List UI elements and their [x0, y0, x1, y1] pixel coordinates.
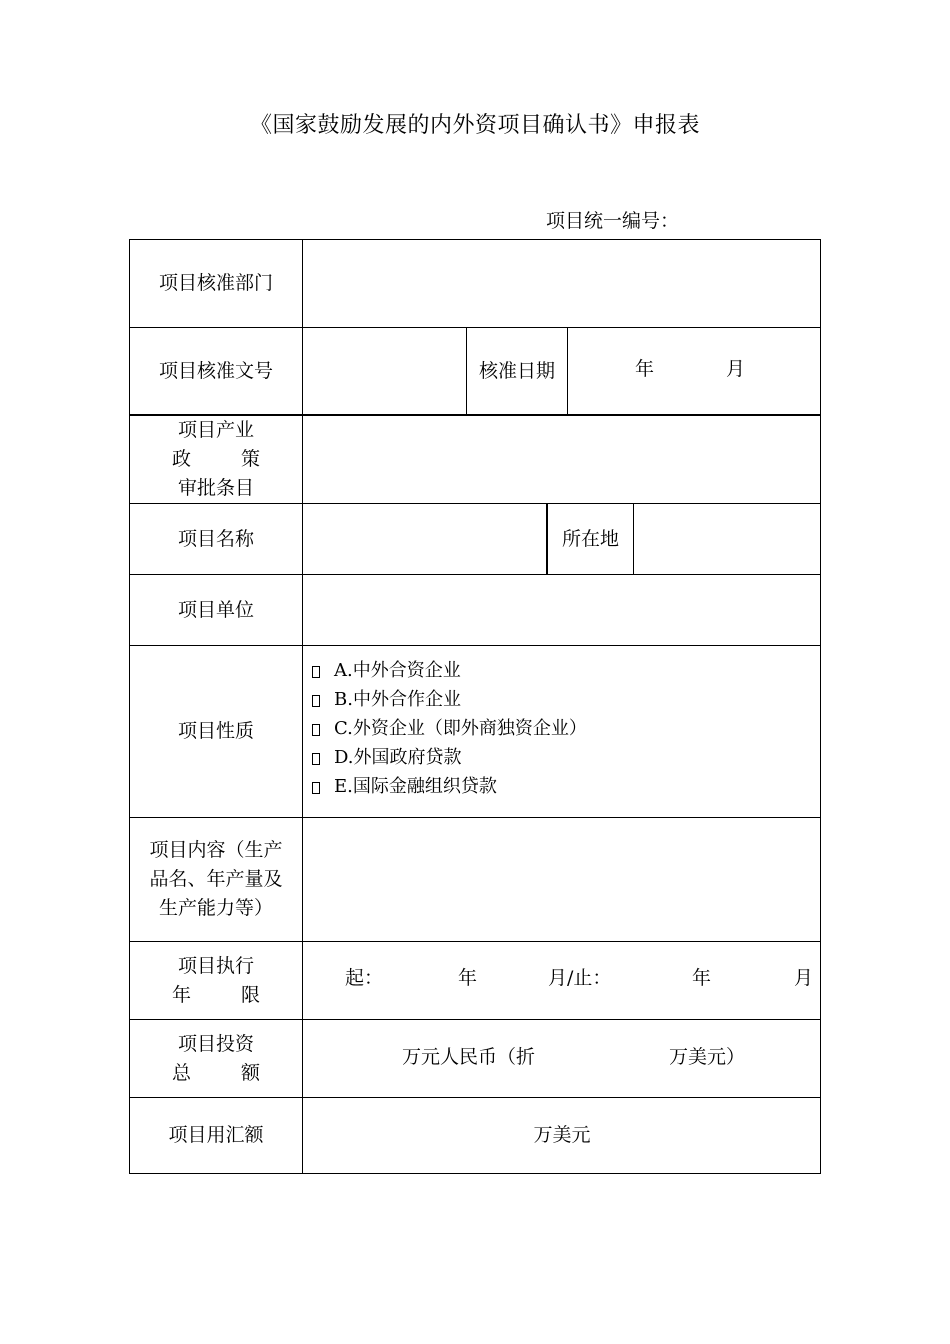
content-field[interactable]: [304, 818, 820, 941]
column-divider: [633, 503, 634, 574]
nature-option-d[interactable]: D.外国政府贷款: [312, 743, 462, 769]
approval-doc-no-field[interactable]: [304, 328, 466, 414]
location-label: 所在地: [561, 527, 619, 550]
location-field[interactable]: [635, 504, 820, 574]
forex-label: 项目用汇额: [168, 1124, 264, 1146]
investment-label-char2: 额: [240, 1061, 260, 1084]
period-start-label: 起：: [345, 967, 384, 989]
project-name-label: 项目名称: [177, 527, 254, 550]
period-start-year: 年: [458, 967, 478, 989]
project-unit-field[interactable]: [304, 575, 820, 645]
nature-option-a[interactable]: A.中外合资企业: [312, 656, 461, 682]
policy-item-label: [130, 415, 302, 503]
content-label-line1: 项目内容（生产: [149, 839, 283, 861]
approval-date-month: 月: [726, 358, 746, 380]
policy-item-line1: 项目产业: [177, 418, 254, 441]
policy-item-char2: 策: [240, 447, 260, 470]
approval-dept-field[interactable]: [304, 240, 820, 327]
nature-option-b[interactable]: B.中外合作企业: [312, 685, 461, 711]
period-end-year: 年: [692, 967, 712, 989]
period-label-char1: 年: [172, 983, 192, 1006]
period-label-line1: 项目执行: [177, 954, 254, 977]
forex-value: 万美元: [533, 1124, 591, 1146]
checkbox-icon[interactable]: [312, 782, 320, 794]
checkbox-icon[interactable]: [312, 695, 320, 707]
nature-option-e[interactable]: E.国际金融组织贷款: [312, 772, 497, 798]
investment-usd-text: 万美元）: [669, 1046, 746, 1068]
content-label-line2: 品名、年产量及: [149, 868, 283, 890]
approval-date-year: 年: [635, 358, 655, 380]
period-end-label: 月/止：: [548, 967, 612, 989]
content-label-line3: 生产能力等）: [158, 897, 273, 919]
column-divider: [302, 239, 303, 1174]
checkbox-icon[interactable]: [312, 666, 320, 678]
form-title: 《国家鼓励发展的内外资项目确认书》申报表: [249, 113, 700, 138]
approval-doc-no-label: 项目核准文号: [158, 359, 273, 382]
nature-option-c[interactable]: C.外资企业（即外商独资企业）: [312, 714, 587, 740]
content-label: [130, 818, 302, 941]
approval-dept-label: 项目核准部门: [158, 272, 273, 294]
investment-label-char1: 总: [172, 1061, 192, 1084]
policy-item-line3: 审批条目: [177, 476, 254, 499]
column-divider: [567, 327, 568, 414]
approval-date-label: 核准日期: [478, 359, 555, 382]
nature-label: 项目性质: [177, 720, 254, 742]
project-code-label: 项目统一编号：: [546, 210, 680, 232]
project-unit-label: 项目单位: [177, 598, 254, 621]
investment-rmb-text: 万元人民币（折: [402, 1046, 536, 1068]
project-name-field[interactable]: [304, 504, 546, 574]
period-end-month: 月: [794, 967, 814, 989]
investment-label: [130, 1020, 302, 1097]
period-label: [130, 942, 302, 1019]
period-label-char2: 限: [240, 983, 260, 1006]
policy-item-field[interactable]: [304, 415, 820, 503]
checkbox-icon[interactable]: [312, 753, 320, 765]
checkbox-icon[interactable]: [312, 724, 320, 736]
policy-item-char1: 政: [172, 447, 192, 470]
investment-label-line1: 项目投资: [177, 1032, 254, 1055]
